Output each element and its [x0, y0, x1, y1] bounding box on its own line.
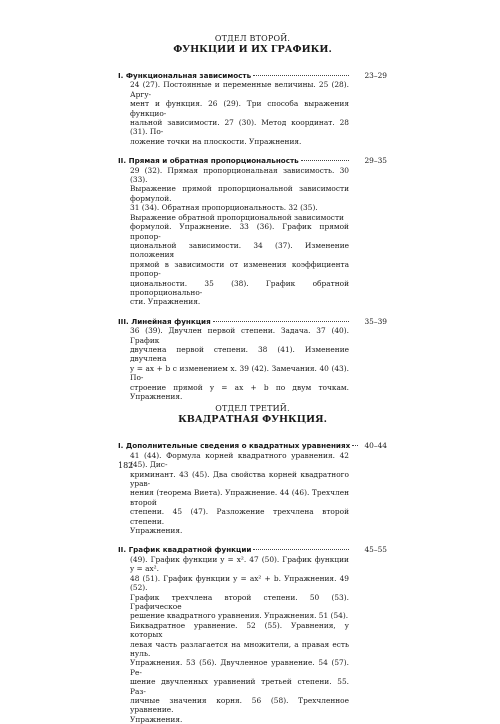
- contents-line: мент и функция. 26 (29). Три способа выражения функцио-: [130, 99, 349, 118]
- contents-line: Упражнения.: [130, 526, 183, 536]
- toc-entry: [118, 317, 387, 402]
- part-label: ОТДЕЛ ВТОРОЙ.: [214, 34, 291, 43]
- toc-entry: [118, 441, 387, 535]
- page-range: 29–35: [364, 156, 387, 166]
- toc-entry-heading: [118, 317, 387, 326]
- section-title: III. Линейная функция: [118, 316, 211, 326]
- contents-line: степени. 45 (47). Разложение трехчлена второй степени.: [130, 507, 349, 526]
- contents-line: циональной зависимости. 34 (37). Изменение положения: [130, 240, 349, 260]
- part-two: [118, 34, 387, 401]
- section-contents: [118, 166, 349, 307]
- contents-line: 48 (51). График функции y = ax² + b. Упражнения. 49 (52).: [130, 573, 349, 593]
- contents-line: Упражнения. 53 (56). Двучленное уравнение. 54 (57). Ре-: [130, 658, 349, 677]
- contents-line: строение прямой y = ax + b по двум точкам. Упражнения.: [130, 382, 349, 401]
- dot-leader: [352, 445, 358, 446]
- contents-line: формулой. Упражнение. 33 (36). График прямой пропор-: [130, 222, 349, 241]
- contents-line: левая часть разлагается на множители, а правая есть нуль.: [130, 639, 349, 658]
- contents-line: График трехчлена второй степени. 50 (53). Графическое: [130, 592, 349, 611]
- contents-line: двучлена первой степени. 38 (41). Изменение двучлена: [130, 344, 349, 364]
- contents-line: y = ax + b с изменением x. 39 (42). Замечания. 40 (43). По-: [130, 363, 349, 383]
- contents-line: ложение точки на плоскости. Упражнения.: [130, 136, 302, 146]
- toc-entry-heading: [118, 441, 387, 450]
- contents-line: сти. Упражнения.: [130, 297, 201, 307]
- page-range: 23–29: [364, 71, 387, 80]
- page-range: 40–44: [364, 441, 387, 451]
- page-range: 45–55: [364, 545, 387, 555]
- contents-line: 31 (34). Обратная пропорциональность. 32 (35).: [130, 203, 318, 213]
- contents-line: криминант. 43 (45). Два свойства корней квадратного урав-: [130, 469, 349, 489]
- section-title: II. Прямая и обратная пропорциональность: [118, 156, 299, 166]
- contents-line: 41 (44). Формула корней квадратного уравнения. 42 (45). Дис-: [130, 450, 349, 470]
- contents-line: циональности. 35 (38). График обратной пропорционально-: [130, 278, 349, 297]
- contents-line: личные значения корня. 56 (58). Трехчленное уравнение.: [130, 695, 349, 715]
- part-label: ОТДЕЛ ТРЕТИЙ.: [215, 404, 290, 414]
- section-title: II. График квадратной функции: [118, 545, 252, 555]
- dot-leader: [301, 160, 349, 161]
- toc-entry-heading: [118, 545, 387, 554]
- section-title: I. Функциональная зависимость: [118, 71, 252, 80]
- toc-entry-heading: [118, 156, 387, 165]
- contents-line: (49). График функции y = x². 47 (50). График функции y = ax².: [130, 554, 349, 574]
- toc-entry: [118, 156, 387, 307]
- section-title: I. Дополнительные сведения о квадратных уравнениях: [118, 441, 351, 451]
- dot-leader: [253, 549, 349, 550]
- contents-line: Упражнения.: [130, 714, 183, 724]
- section-contents: [118, 555, 349, 724]
- dot-leader: [253, 75, 349, 76]
- contents-line: нения (теорема Виета). Упражнение. 44 (46). Трехчлен второй: [130, 488, 349, 507]
- contents-line: Биквадратное уравнение. 52 (55). Уравнения, у которых: [130, 620, 349, 640]
- section-contents: [118, 326, 349, 401]
- toc-entry: [118, 71, 387, 146]
- contents-line: прямой в зависимости от изменения коэффициента пропор-: [130, 259, 349, 279]
- contents-line: решение квадратного уравнения. Упражнения. 51 (54).: [130, 611, 349, 621]
- toc-entry-heading: [118, 71, 387, 80]
- contents-line: 29 (32). Прямая пропорциональная зависимость. 30 (33).: [130, 165, 349, 185]
- section-contents: [118, 451, 349, 536]
- contents-line: 24 (27). Постоянные и переменные величины. 25 (28). Аргу-: [130, 80, 349, 99]
- toc-entry: [118, 545, 387, 724]
- page-number: 182: [118, 461, 134, 470]
- contents-line: Выражение прямой пропорциональной зависимости формулой.: [130, 184, 349, 203]
- contents-line: нальной зависимости. 27 (30). Метод координат. 28 (31). По-: [130, 118, 349, 137]
- section-contents: [118, 80, 349, 146]
- contents-line: шение двучленных уравнений третьей степени. 55. Раз-: [130, 677, 349, 696]
- page-range: 35–39: [364, 316, 387, 326]
- dot-leader: [213, 321, 349, 322]
- part-title: КВАДРАТНАЯ ФУНКЦИЯ.: [178, 414, 327, 426]
- contents-line: 36 (39). Двучлен первой степени. Задача. 37 (40). График: [130, 326, 349, 345]
- contents-page: [118, 34, 387, 724]
- part-three: [118, 404, 387, 724]
- part-title: ФУНКЦИИ И ИХ ГРАФИКИ.: [173, 44, 332, 55]
- contents-line: Выражение обратной пропорциональной зависимости: [130, 212, 344, 222]
